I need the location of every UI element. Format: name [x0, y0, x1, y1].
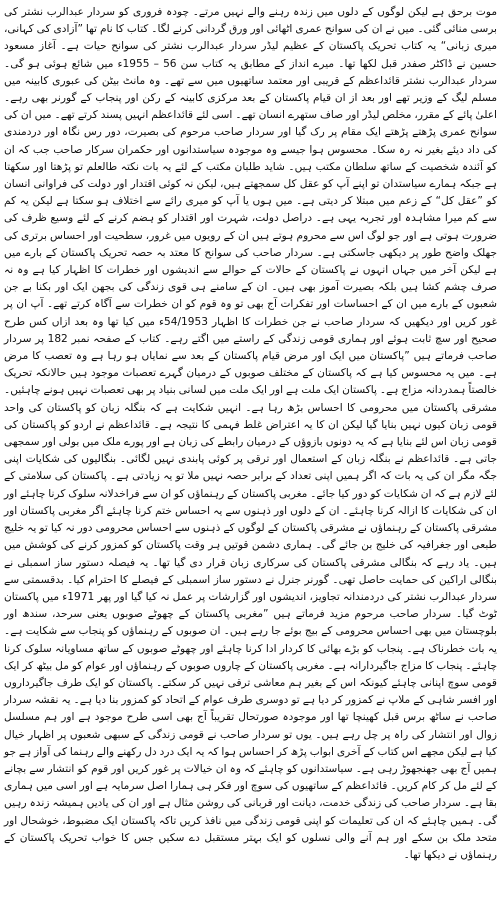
article-body: موت برحق ہے لیکن لوگوں کے دلوں میں زندہ رہنے والے نہیں مرتے۔ چودہ فروری کو سردار عبدالرب نشتر کی برسی منائی گئی۔ میں نے ان کی سوانح عمری اٹھائی اور ورق گردانی کرنے لگا۔ کتاب کا نام تھا ”آزادی کی کہانی، میری زبانی“ یہ کتاب تحریک پاکستان کے عظیم لیڈر سردار عبدالرب نشتر کی سوانح حیات ہے۔ آغاز مسعود حسین نے ڈاکٹر صفدر قبل لکھا تھا۔ میرے انداز کے مطابق یہ کتاب سن 56 – 1955ء میں شائع ہوئی ہو گی۔ سردار عبدالرب نشتر قائداعظم کے قریبی اور معتمد ساتھیوں میں سے تھے۔ وہ مانٹ بیٹن کی عبوری کابینہ میں مسلم لیگ کے وزیر تھے اور بعد از ان قیام پاکستان کے بعد مرکزی کابینہ کے رکن اور پنجاب کے گورنر بھی رہے۔ اعلیٰ پائے کے مقرر، مخلص لیڈر اور صاف ستھرے انسان تھے۔ اسی لئے قائداعظم انہیں پسند کرتے تھے۔ میں ان کی سوانح عمری پڑھتے پڑھتے ایک مقام پر رک گیا اور سردار صاحب مرحوم کی بصیرت، دور رس نگاہ اور دردمندی کی داد دیئے بغیر نہ رہ سکا۔ محسوس ہوا جیسے وہ موجودہ سیاستدانوں اور حکمران سرکار صاحب جب کہ ان کو آئندہ شخصیت کے ساتھ سلطان مکتب ہیں۔ شاید طلبان مکتب کے لئے یہ بات نکتہ طالعلم تو پڑھتا اور سکھتا ہے جبکہ ہمارے سیاستدان تو اپنے آپ کو عقل کل سمجھتے ہیں، لیکن نہ کوئی اقتدار اور دولت کی فراوانی انسان کو ”عقل کل“ کے زعم میں مبتلا کر دیتی ہے۔ میں ہوں یا آپ کو میری رائے سے اختلاف ہو سکتا ہے لیکن یہ کم سے کم میرا مشاہدہ اور تجربہ یہی ہے۔ دراصل دولت، شہرت اور اقتدار کو ہضم کرنے کے لئے وسیع ظرف کی ضرورت ہوتی ہے اور جو لوگ اس سے محروم ہوتے ہیں ان کے رویوں میں غرور، سطحیت اور احساس برتری کی جھلک واضح طور پر دیکھی جاسکتی ہے۔ سردار صاحب کی سوانح کا معتد بہ حصہ تحریک پاکستان کے بارے میں ہے لیکن آخر میں جہاں انہوں نے پاکستان کے حالات کے حوالے سے اندیشوں اور خطرات کا اظہار کیا ہے وہ نہ صرف چشم کشا ہیں بلکہ بصیرت آموز بھی ہیں۔ ان کے سامنے ہی قوی زندگی کی بجھن ایک اور بکنا بے جن شعبوں کے بارے میں ان کے احساسات اور تفکرات آج بھی تو وہ قوم کو ان خطرات سے آگاہ کرتے تھے۔ آپ ان پر غور کریں اور دیکھیں کہ سردار صاحب نے جن خطرات کا اظہار 54/1953ء میں کیا تھا وہ بعد ازاں کس طرح صحیح اور سچ ثابت ہوئے اور ہماری قومی زندگی کے راستے میں اگتے رہے۔ کتاب کے صفحہ نمبر 182 پر سردار صاحب فرماتے ہیں ”پاکستان میں ایک اور مرض قیام پاکستان کے بعد سے نمایاں ہو رہا ہے وہ تعصب کا مرض ہے۔ میں یہ محسوس کیا ہے کہ پاکستان کے مختلف صوبوں کے درمیان گہرے تعصبات موجود ہیں حالانکہ تحریک خالصتاً ہمدردانہ مزاج ہے۔ پاکستان ایک ملت ہے اور ایک ملت میں لسانی بنیاد پر بھی تعصبات نہیں ہونے چاہئیں۔ مشرقی پاکستان میں محرومی کا احساس بڑھ رہا ہے۔ انہیں شکایت ہے کہ بنگلہ زبان کو پاکستان کی واحد قومی زبان کیوں نہیں بنایا گیا لیکن ان کا یہ اعتراض غلط فہمی کا نتیجہ ہے۔ قائداعظم نے اردو کو پاکستان کی قومی زبان اس لئے بنایا ہے کہ یہ دونوں بازوؤں کے درمیان رابطے کی زبان ہے اور پورے ملک میں بولی اور سمجھی جاتی ہے۔ قائداعظم نے بنگلہ زبان کے استعمال اور ترقی پر کوئی پابندی نہیں لگائی۔ بنگالیوں کی شکایات اپنی جگہ مگر ان کی یہ بات کہ اگر ہمیں اپنی تعداد کے برابر حصہ نہیں ملا تو یہ زیادتی ہے۔ پاکستان کی سلامتی کے لئے لازم ہے کہ ان شکایات کو دور کیا جائے۔ مغربی پاکستان کے رہنماؤں کو ان سے فراخدلانہ سلوک کرنا چاہئے اور ان کی شکایات کا ازالہ کرنا چاہئے۔ ان کے دلوں اور ذہنوں سے یہ احساس ختم کرنا چاہئے اگر مغربی پاکستان اور مشرقی پاکستان کے رہنماؤں نے مشرقی پاکستان کے لوگوں کے ذہنوں سے احساس محرومی دور نہ کیا تو یہ خلیج طبعی اور جغرافیہ کی خلیج بن جائے گی۔ ہماری دشمن قوتیں ہر وقت پاکستان کو کمزور کرنے کی کوشش میں ہیں۔ یاد رہے کہ بنگالی مشرقی پاکستان کی سرکاری زبان قرار دی گیا تھا۔ یہ فیصلہ دستور ساز اسمبلی نے بنگالی اراکین کی حمایت حاصل تھی۔ گورنر جنرل نے دستور ساز اسمبلی کے فیصلے کا احترام کیا۔ بدقسمتی سے سردار عبدالرب نشتر کی دردمندانہ تجاویز، اندیشوں اور گزارشات پر عمل نہ کیا گیا اور پھر 1971ء میں پاکستان ٹوٹ گیا۔ سردار صاحب مرحوم مزید فرماتے ہیں ”مغربی پاکستان کے چھوٹے صوبوں یعنی سرحد، سندھ اور بلوچستان میں بھی احساس محرومی کے بیج بوئے جا رہے ہیں۔ ان صوبوں کے رہنماؤں کو پنجاب سے شکایت ہے۔ یہ بات خطرناک ہے۔ پنجاب کو بڑے بھائی کا کردار ادا کرنا چاہئے اور چھوٹے صوبوں کے ساتھ مساویانہ سلوک کرنا چاہئے۔ پنجاب کا مزاج جاگیردارانہ ہے۔ مغربی پاکستان کے چاروں صوبوں کے رہنماؤں اور عوام کو مل بیٹھ کر ایک قومی سوچ اپنانی چاہئے کیونکہ اس کے بغیر ہم معاشی ترقی نہیں کر سکتے۔ پاکستان کو ایک طرف جاگیرداروں اور افسر شاہی کے ملاپ نے کمزور کر دیا ہے تو دوسری طرف عوام کے اتحاد کو کمزور بنا دیا ہے۔ یہ نقشہ سردار صاحب نے ساٹھ برس قبل کھینچا تھا اور موجودہ صورتحال تقریباً آج بھی اسی طرح موجود ہے اور ہم مسلسل زوال اور انتشار کی راہ پر چل رہے ہیں۔ یوں تو سردار صاحب نے قومی زندگی کے سبھی شعبوں پر اظہار خیال کیا ہے لیکن مجھے اس کتاب کے آخری ابواب پڑھ کر احساس ہوا کہ یہ ایک درد دل رکھنے والے رہنما کی آواز ہے جو ہمیں آج بھی جھنجھوڑ رہی ہے۔ سیاستدانوں کو چاہئے کہ وہ ان خیالات پر غور کریں اور قوم کو انتشار سے بچانے کے لئے مل کر کام کریں۔ قائداعظم کے ساتھیوں کی سوچ اور فکر ہی ہمارا اصل سرمایہ ہے اور اسی میں ہماری بقا ہے۔ سردار صاحب کی زندگی خدمت، دیانت اور قربانی کی روشن مثال ہے اور ان کی یادیں ہمیشہ زندہ رہیں گی۔ ہمیں چاہئے کہ ان کی تعلیمات کو اپنی قومی زندگی میں نافذ کریں تاکہ پاکستان ایک مضبوط، خوشحال اور متحد ملک بن سکے اور ہم آنے والی نسلوں کو ایک بہتر مستقبل دے سکیں جس کا خواب تحریک پاکستان کے رہنماؤں نے دیکھا تھا۔: [4, 6, 498, 861]
